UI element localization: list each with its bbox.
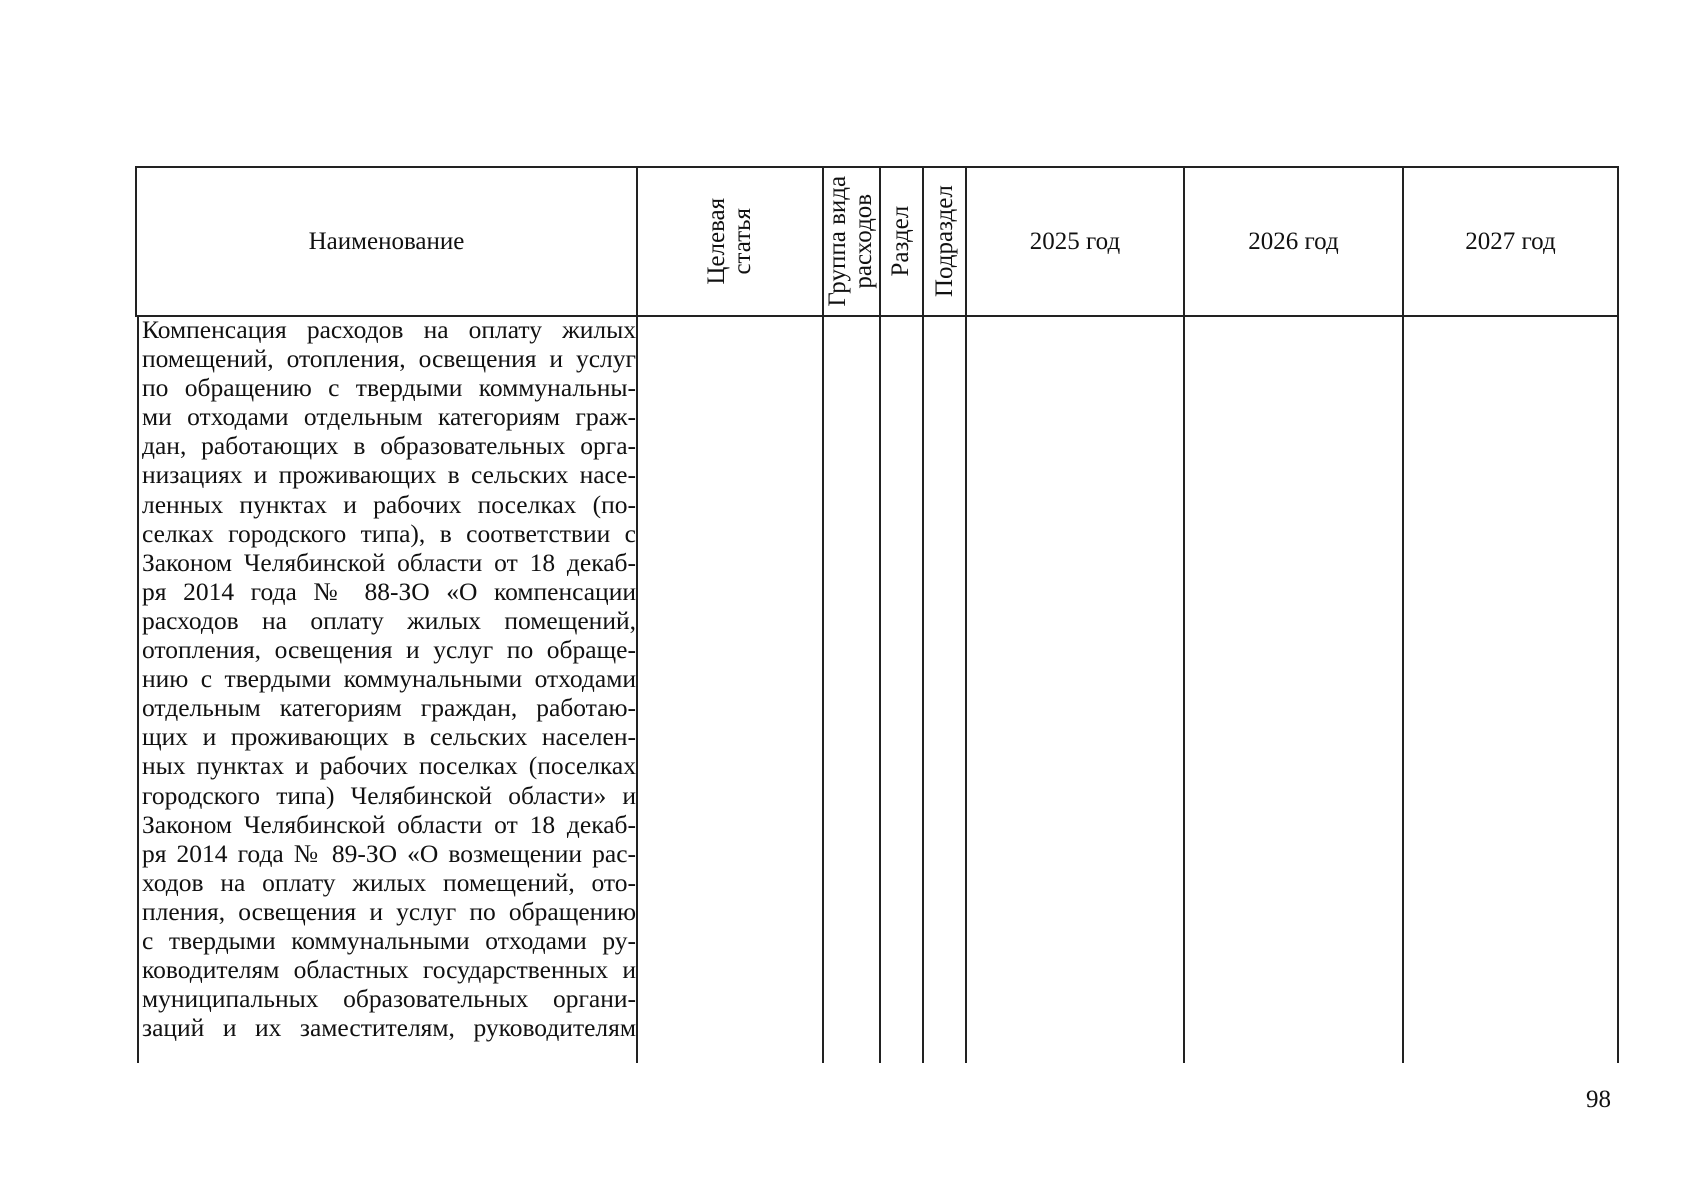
row-name-line: Законом Челябинской области от 18 декаб- [142,547,636,577]
page-number: 98 [1586,1086,1611,1113]
header-year-2025-label: 2025 год [1029,227,1121,255]
header-year-2026-label: 2026 год [1248,227,1339,255]
col-divider-3-body [879,315,881,1063]
header-section [881,168,922,315]
row-name-line: по обращению с твердыми коммунальны- [142,373,636,403]
col-divider-5-body [965,315,967,1063]
header-subsection [924,168,965,315]
header-subsection-label: Подраздел [930,185,958,298]
row-name-line: пления, освещения и услуг по обращению [142,896,636,926]
col-divider-1-body [636,315,638,1063]
row-name-line: городского типа) Челябинской области» и [142,780,636,810]
col-divider-4-body [922,315,924,1063]
row-name-line: ководителям областных государственных и [142,955,636,985]
header-target-article-label: Целевая статья [702,198,756,285]
row-name-line: нию с твердыми коммунальными отходами [142,664,636,694]
row-name-line: селках городского типа), в соответствии с [142,518,636,548]
col-divider-2-body [822,315,824,1063]
row-name-line: низациях и проживающих в сельских насе- [142,460,636,490]
header-expense-group [824,168,879,315]
row-name-line: дан, работающих в образовательных орга- [142,431,636,461]
row-name-line: с твердыми коммунальными отходами ру- [142,925,636,955]
header-year-2025 [967,168,1183,315]
header-year-2026 [1185,168,1402,315]
row-name-line: ходов на оплату жилых помещений, ото- [142,867,636,897]
row-name-line: ря 2014 года № 88-ЗО «О компенсации [142,576,636,606]
row-name-line: ря 2014 года № 89-ЗО «О возмещении рас- [142,838,636,868]
row-name-cell [142,315,636,1042]
table-right-border-header [1617,166,1619,317]
row-name-line: помещений, отопления, освещения и услуг [142,344,636,374]
col-divider-7-body [1402,315,1404,1063]
header-expense-group-label: Группа вида расходов [824,176,878,307]
row-name-line: Компенсация расходов на оплату жилых [142,315,636,344]
row-name-line: щих и проживающих в сельских населен- [142,722,636,752]
row-name-line: расходов на оплату жилых помещений, [142,605,636,635]
header-year-2027 [1404,168,1617,315]
col-divider-6-body [1183,315,1185,1063]
header-section-label: Раздел [887,206,915,277]
table-right-border-body [1617,315,1619,1063]
row-name-line: отдельным категориям граждан, работаю- [142,693,636,723]
table-left-border-body [137,315,139,1063]
row-name-line: муниципальных образовательных органи- [142,984,636,1014]
row-name-line: ми отходами отдельным категориям граж- [142,402,636,432]
header-target-article [638,168,822,315]
header-name [137,168,636,315]
header-name-label: Наименование [308,227,465,255]
row-name-line: ленных пунктах и рабочих поселках (по- [142,489,636,519]
row-name-line: Законом Челябинской области от 18 декаб- [142,809,636,839]
row-name-line: заций и их заместителям, руководителям [142,1013,636,1043]
row-name-line: отопления, освещения и услуг по обраще- [142,635,636,665]
header-year-2027-label: 2027 год [1465,227,1556,255]
row-name-line: ных пунктах и рабочих поселках (поселках [142,751,636,781]
